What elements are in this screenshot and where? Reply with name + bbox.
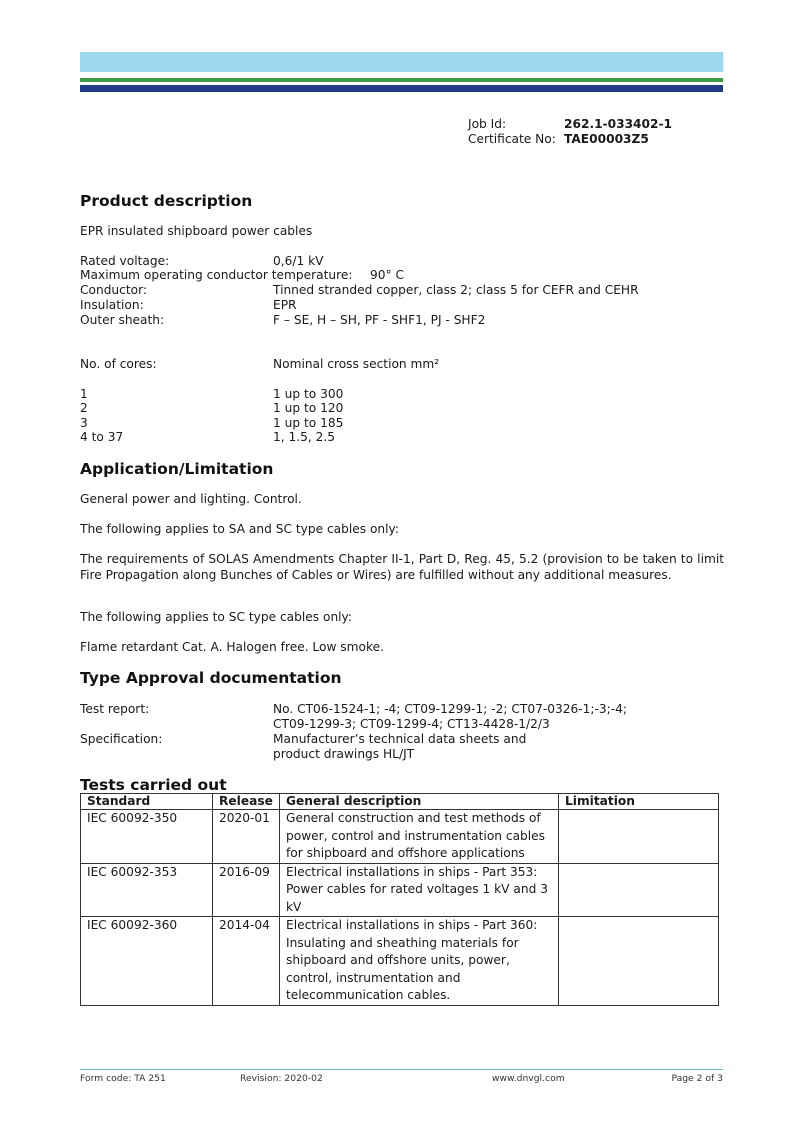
product-description-heading: Product description: [80, 192, 253, 210]
table-row: [81, 863, 719, 917]
property-value-conductor: Tinned stranded copper, class 2; class 5 for CEFR and CEHR: [273, 283, 639, 297]
property-value-outer-sheath: F – SE, H – SH, PF - SHF1, PJ - SHF2: [273, 313, 486, 327]
tests-table: [80, 793, 719, 1006]
specification-label: Specification:: [80, 732, 163, 746]
header-band-navy: [80, 85, 723, 92]
cores-count: 4 to 37: [80, 430, 124, 444]
cell-release: 2016-09: [213, 863, 280, 917]
property-label-max-temperature: Maximum operating conductor temperature:: [80, 268, 353, 282]
certificate-label: Certificate No:: [468, 132, 556, 146]
column-header-release: Release: [213, 794, 280, 810]
column-header-standard: Standard: [81, 794, 213, 810]
cores-count: 1: [80, 387, 88, 401]
type-approval-heading: Type Approval documentation: [80, 669, 342, 687]
footer-revision: Revision: 2020-02: [240, 1073, 323, 1084]
footer-page-number: Page 2 of 3: [671, 1073, 723, 1084]
cores-count: 3: [80, 416, 88, 430]
cores-section: 1 up to 120: [273, 401, 344, 415]
property-label-rated-voltage: Rated voltage:: [80, 254, 170, 268]
table-row: [81, 810, 719, 864]
tests-heading: Tests carried out: [80, 776, 227, 794]
property-value-max-temperature: 90° C: [370, 268, 404, 282]
property-label-conductor: Conductor:: [80, 283, 147, 297]
header-band-light-blue: [80, 52, 723, 72]
footer-divider: [80, 1069, 723, 1070]
cell-release: 2020-01: [213, 810, 280, 864]
test-report-label: Test report:: [80, 702, 150, 716]
cores-header-value: Nominal cross section mm²: [273, 357, 440, 371]
column-header-description: General description: [280, 794, 559, 810]
property-value-insulation: EPR: [273, 298, 297, 312]
cell-standard: IEC 60092-350: [81, 810, 213, 864]
application-paragraph: The requirements of SOLAS Amendments Chapter II-1, Part D, Reg. 45, 5.2 (provision to be taken to limit Fire Propagation along Bunches of Cables or Wires) are fulfilled without any additional measures.: [80, 552, 724, 582]
cell-release: 2014-04: [213, 917, 280, 1006]
application-heading: Application/Limitation: [80, 460, 274, 478]
application-paragraph: The following applies to SC type cables only:: [80, 610, 352, 624]
certificate-value: TAE00003Z5: [564, 132, 649, 146]
cores-count: 2: [80, 401, 88, 415]
application-paragraph: General power and lighting. Control.: [80, 492, 302, 506]
cell-description: General construction and test methods of power, control and instrumentation cables for shipboard and offshore applications: [280, 810, 559, 864]
test-report-line: No. CT06-1524-1; -4; CT09-1299-1; -2; CT07-0326-1;-3;-4;: [273, 702, 628, 716]
specification-line: product drawings HL/JT: [273, 747, 415, 761]
table-row: [81, 917, 719, 1006]
product-summary: EPR insulated shipboard power cables: [80, 224, 313, 238]
job-id-value: 262.1-033402-1: [564, 117, 673, 131]
application-paragraph: Flame retardant Cat. A. Halogen free. Low smoke.: [80, 640, 384, 654]
tests-table-header-row: [81, 794, 719, 810]
property-label-insulation: Insulation:: [80, 298, 144, 312]
job-id-label: Job Id:: [468, 117, 507, 131]
column-header-limitation: Limitation: [559, 794, 719, 810]
cores-section: 1, 1.5, 2.5: [273, 430, 336, 444]
cores-header-label: No. of cores:: [80, 357, 157, 371]
footer-form-code: Form code: TA 251: [80, 1073, 166, 1084]
application-paragraph: The following applies to SA and SC type cables only:: [80, 522, 399, 536]
property-label-outer-sheath: Outer sheath:: [80, 313, 165, 327]
cell-description: Electrical installations in ships - Part 360: Insulating and sheathing materials for shipboard and offshore units, power, control, instrumentation and telecommunication cables.: [280, 917, 559, 1006]
cell-standard: IEC 60092-360: [81, 917, 213, 1006]
header-line-green: [80, 78, 723, 82]
cores-section: 1 up to 300: [273, 387, 344, 401]
property-value-rated-voltage: 0,6/1 kV: [273, 254, 324, 268]
cell-description: Electrical installations in ships - Part 353: Power cables for rated voltages 1 kV and 3 kV: [280, 863, 559, 917]
cell-standard: IEC 60092-353: [81, 863, 213, 917]
cell-limitation: [559, 917, 719, 1006]
cores-section: 1 up to 185: [273, 416, 344, 430]
cell-limitation: [559, 863, 719, 917]
cell-limitation: [559, 810, 719, 864]
test-report-line: CT09-1299-3; CT09-1299-4; CT13-4428-1/2/3: [273, 717, 550, 731]
specification-line: Manufacturer’s technical data sheets and: [273, 732, 527, 746]
footer-website[interactable]: www.dnvgl.com: [492, 1073, 565, 1084]
